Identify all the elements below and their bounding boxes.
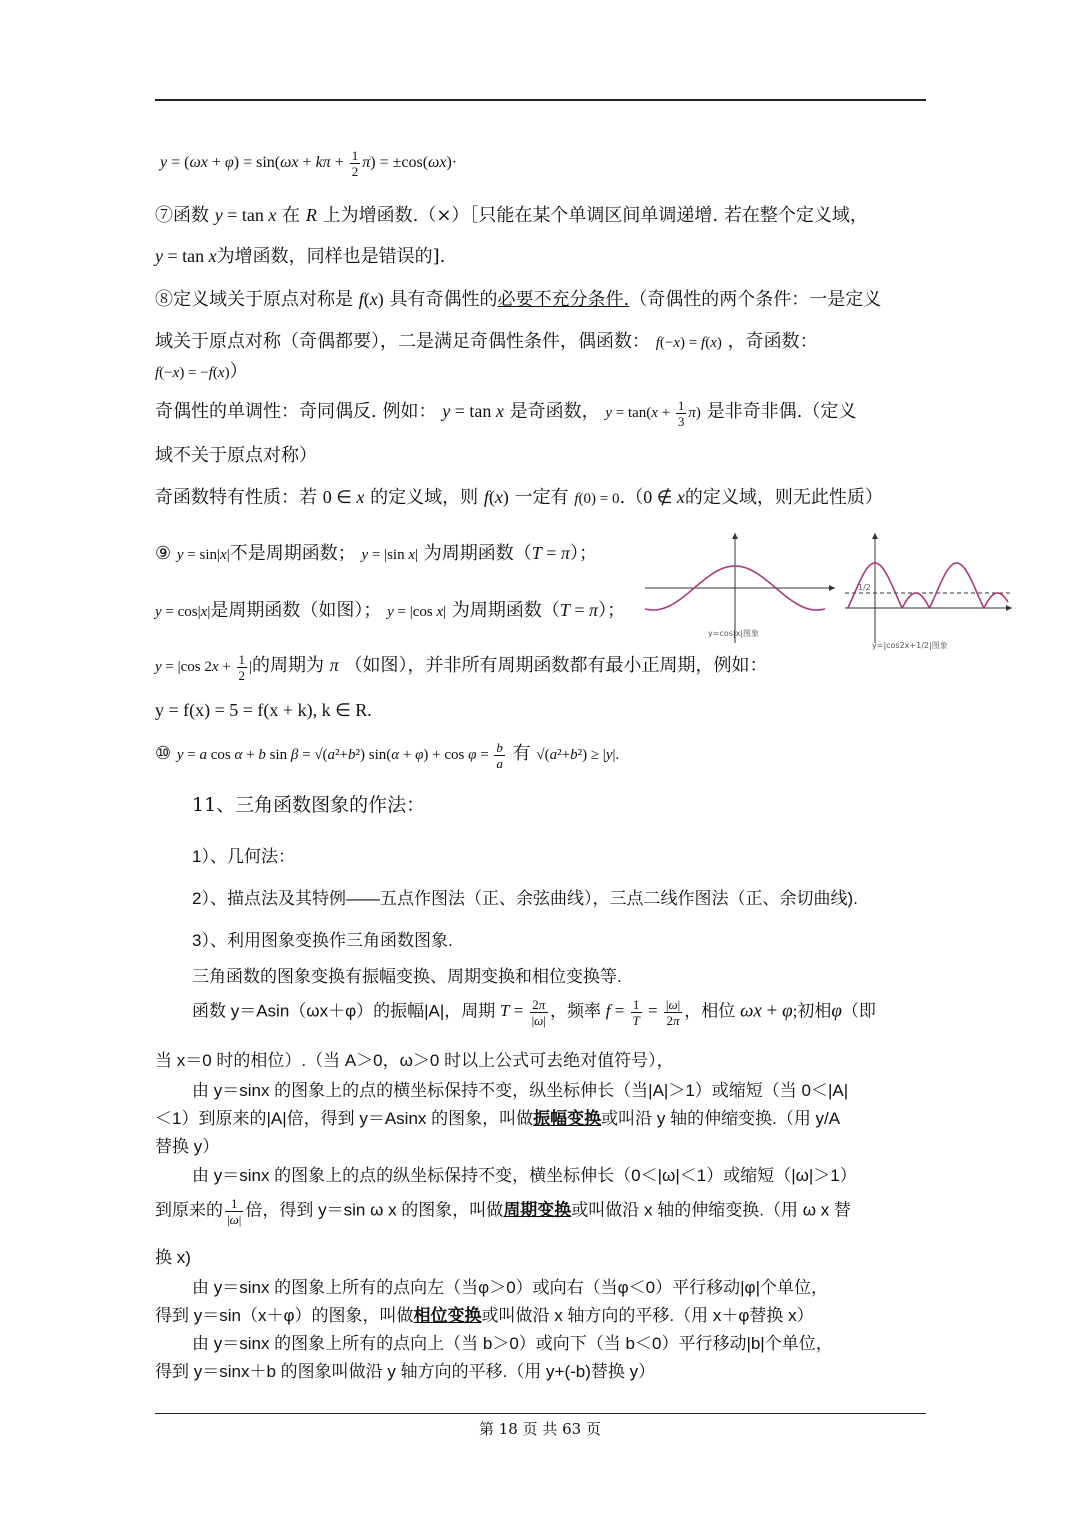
graph2-curve xyxy=(848,563,1008,608)
item10-marker: ⑩ xyxy=(155,742,172,764)
graph2-half-label: 1/2 xyxy=(858,583,871,592)
parity-line2: 域不关于原点对称） xyxy=(155,445,317,466)
item8-line2: 域关于原点对称（奇偶都要），二是满足奇偶性条件，偶函数： f(−x) = f(x) ，奇函数： xyxy=(155,331,818,352)
section11-p1: 三角函数的图象变换有振幅变换、周期变换和相位变换等. xyxy=(192,967,622,986)
graph-cos-abs-x xyxy=(640,528,840,648)
section11-step1: 1）、几何法： xyxy=(192,847,295,866)
section11-p6-line2: 得到 y＝sin（x＋φ）的图象，叫做相位变换或叫做沿 x 轴方向的平移.（用 x＋φ替换 x） xyxy=(155,1306,814,1325)
formula-top: y = (ωx + φ) = sin(ωx + kπ + $\frac{1}{2}$ π) = ±cos(ωx)· xyxy=(160,148,458,179)
phase-transform-term: 相位变换 xyxy=(413,1306,482,1325)
item7-marker: ⑦ xyxy=(155,205,173,226)
section11-step2: 2）、描点法及其特例——五点作图法（正、余弦曲线），三点二线作图法（正、余切曲线). xyxy=(192,889,858,908)
item8-line3: f(−x) = −f(x)） xyxy=(155,361,248,382)
parity-line1: 奇偶性的单调性：奇同偶反. 例如： y = tan x 是奇函数， y = tan(x + $\frac{1}{3}$ π) 是非奇非偶.（定义 xyxy=(155,398,857,429)
section11-heading: 11、三角函数图象的作法： xyxy=(192,794,426,816)
item9-line3: y = |cos 2x + $\frac{1}{2}$ |的周期为 π （如图），并非所有周期函数都有最小正周期，例如： xyxy=(155,652,768,683)
item8-marker: ⑧ xyxy=(155,289,173,310)
item8-line1: ⑧定义域关于原点对称是 f(x) 具有奇偶性的必要不充分条件.（奇偶性的两个条件：一是定义 xyxy=(155,289,882,310)
graph2-x-arrow xyxy=(1006,605,1012,611)
section11-p4-line1: 由 y＝sinx 的图象上的点的横坐标保持不变，纵坐标伸长（当|A|＞1）或缩短（当 0＜|A| xyxy=(192,1081,849,1100)
item7-line2: y = tan x为增函数，同样也是错误的]. xyxy=(155,246,446,267)
graph2-caption: y=|cos2x+1/2|图象 xyxy=(872,641,948,650)
item10-line: ⑩ y = a cos α + b sin β = √(a²+b²) sin(α + φ) + cos φ = $\frac{b}{a}$ 有 √(a²+b²) ≥ |y|. xyxy=(155,740,620,771)
section11-p4-line3: 替换 y） xyxy=(155,1137,220,1156)
underlined-condition: 必要不充分条件. xyxy=(497,289,630,310)
graph1-caption: y=cos|x|图象 xyxy=(708,629,760,638)
section11-p5-line2: 到原来的 $\frac{1}{|\omega|}$ 倍，得到 y＝sin ω x 的图象，叫做周期变换或叫做沿 x 轴的伸缩变换.（用 ω x 替 xyxy=(155,1196,851,1227)
section11-p7-line1: 由 y＝sinx 的图象上所有的点向上（当 b＞0）或向下（当 b＜0）平行移动|b|个单位， xyxy=(192,1334,833,1353)
period-transform-term: 周期变换 xyxy=(503,1200,572,1220)
graph-abs-cos2x-plus-half xyxy=(840,528,1020,653)
item9-line4: y = f(x) = 5 = f(x + k), k ∈ R. xyxy=(155,700,372,720)
graph1-x-arrow xyxy=(829,585,835,591)
graph2-y-arrow xyxy=(872,533,878,539)
amplitude-transform-term: 振幅变换 xyxy=(533,1109,602,1128)
odd-property-line: 奇函数特有性质：若 0 ∈ x 的定义域，则 f(x) 一定有 f(0) = 0.（0 ∉ x的定义域，则无此性质） xyxy=(155,487,883,508)
section11-p5-line1: 由 y＝sinx 的图象上的点的纵坐标保持不变，横坐标伸长（0＜|ω|＜1）或缩短（|ω|＞1） xyxy=(192,1166,857,1185)
section11-p6-line1: 由 y＝sinx 的图象上所有的点向左（当φ＞0）或向右（当φ＜0）平行移动|φ|个单位， xyxy=(192,1278,828,1297)
graph1-y-arrow xyxy=(732,533,738,539)
section11-p5-line3: 换 x) xyxy=(155,1248,191,1267)
section11-step3: 3）、利用图象变换作三角函数图象. xyxy=(192,931,453,950)
header-rule xyxy=(155,99,926,101)
page-footer: 第 18 页 共 63 页 xyxy=(478,1420,601,1438)
section11-p2: 函数 y＝Asin（ωx＋φ）的振幅|A|，周期 T = $\frac{2\pi}{|\omega|}$ ，频率 f = $\frac{1}{T}$ = $\frac{|\omega|}{2\pi}$ ，相位 ωx + φ;初相φ（即 xyxy=(192,997,876,1028)
item9-marker: ⑨ xyxy=(155,543,172,564)
section11-p7-line2: 得到 y＝sinx＋b 的图象叫做沿 y 轴方向的平移.（用 y+(-b)替换 y） xyxy=(155,1362,656,1381)
item9-line1: ⑨ y = sin|x|不是周期函数； y = |sin x| 为周期函数（T = π）； xyxy=(155,543,597,564)
item9-line2: y = cos|x|是周期函数（如图）； y = |cos x| 为周期函数（T = π）； xyxy=(155,600,626,621)
section11-p3: 当 x＝0 时的相位）.（当 A＞0，ω＞0 时以上公式可去绝对值符号）， xyxy=(155,1051,674,1070)
footer-rule xyxy=(155,1413,926,1414)
item7-line1: ⑦函数 y = tan x 在 R 上为增函数.（×）［只能在某个单调区间单调递增. 若在整个定义域， xyxy=(155,205,868,226)
section11-p4-line2: ＜1）到原来的|A|倍，得到 y＝Asinx 的图象，叫做振幅变换或叫沿 y 轴的伸缩变换.（用 y/A xyxy=(155,1109,841,1128)
